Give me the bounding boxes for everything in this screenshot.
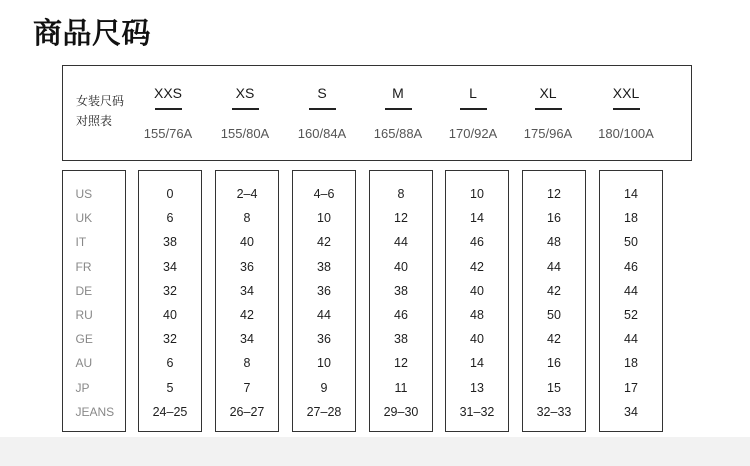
cell-jeans: 31–32 — [459, 404, 495, 419]
cell-jeans: 29–30 — [383, 404, 419, 419]
size-header-xl — [508, 84, 588, 142]
cell-jp: 13 — [470, 380, 484, 395]
cell-uk: 10 — [317, 211, 331, 226]
size-name: L — [469, 85, 477, 101]
cell-uk: 14 — [470, 211, 484, 226]
cell-de: 40 — [470, 283, 484, 298]
size-name: XXL — [612, 85, 640, 101]
cell-ge: 40 — [470, 332, 484, 347]
cell-it: 44 — [394, 235, 408, 250]
table-caption-line1: 女装尺码 — [76, 94, 125, 108]
cell-us: 10 — [470, 187, 484, 201]
cell-jeans: 26–27 — [229, 404, 265, 419]
region-label-ru: RU — [75, 307, 93, 322]
cell-jp: 17 — [624, 380, 638, 395]
size-column-xl — [522, 170, 586, 432]
cell-uk: 16 — [547, 211, 561, 226]
table-caption-line2: 对照表 — [76, 114, 113, 128]
cell-us: 8 — [397, 187, 405, 201]
cell-fr: 40 — [394, 259, 408, 274]
cell-jeans: 32–33 — [536, 404, 572, 419]
footer-band — [0, 437, 750, 466]
page-title: 商品尺码 — [33, 18, 152, 50]
cell-jeans: 24–25 — [152, 404, 188, 419]
size-underline — [232, 108, 259, 110]
cell-it: 40 — [240, 235, 254, 250]
cell-de: 36 — [317, 283, 331, 298]
size-header-xxs — [128, 84, 208, 142]
size-body-measure: 160/84A — [297, 125, 347, 141]
cell-it: 42 — [317, 235, 331, 250]
size-body-measure: 165/88A — [373, 125, 423, 141]
cell-au: 18 — [624, 356, 638, 371]
cell-fr: 44 — [547, 259, 561, 274]
cell-ge: 34 — [240, 332, 254, 347]
cell-ge: 44 — [624, 332, 638, 347]
cell-au: 8 — [243, 356, 251, 371]
cell-jp: 9 — [320, 380, 328, 395]
cell-ru: 52 — [624, 307, 638, 322]
cell-us: 4–6 — [313, 187, 335, 201]
size-name: M — [392, 85, 404, 101]
size-column-s — [292, 170, 356, 432]
cell-fr: 46 — [624, 259, 638, 274]
cell-jp: 15 — [547, 380, 561, 395]
region-label-jeans: JEANS — [75, 404, 115, 419]
cell-au: 16 — [547, 356, 561, 371]
size-underline — [309, 108, 336, 110]
region-label-it: IT — [75, 235, 87, 250]
cell-jp: 5 — [166, 380, 174, 395]
cell-ru: 42 — [240, 307, 254, 322]
cell-ru: 48 — [470, 307, 484, 322]
region-label-us: US — [75, 187, 93, 201]
cell-fr: 36 — [240, 259, 254, 274]
size-column-xs — [215, 170, 279, 432]
size-name: S — [317, 85, 327, 101]
cell-ge: 36 — [317, 332, 331, 347]
region-label-au: AU — [75, 356, 93, 371]
size-underline — [385, 108, 412, 110]
cell-uk: 8 — [243, 211, 251, 226]
size-body-measure: 155/80A — [220, 125, 270, 141]
cell-it: 48 — [547, 235, 561, 250]
size-body-measure: 175/96A — [523, 125, 573, 141]
cell-it: 46 — [470, 235, 484, 250]
size-underline — [460, 108, 487, 110]
size-underline — [155, 108, 182, 110]
size-column-xxs — [138, 170, 202, 432]
size-column-xxl — [599, 170, 663, 432]
cell-us: 2–4 — [236, 187, 258, 201]
size-body-measure: 170/92A — [448, 125, 498, 141]
size-underline — [613, 108, 640, 110]
cell-us: 0 — [166, 187, 174, 201]
cell-fr: 34 — [163, 259, 177, 274]
cell-ge: 38 — [394, 332, 408, 347]
cell-us: 14 — [624, 187, 638, 201]
cell-ru: 46 — [394, 307, 408, 322]
cell-uk: 18 — [624, 211, 638, 226]
cell-de: 32 — [163, 283, 177, 298]
region-label-ge: GE — [75, 332, 93, 347]
region-label-jp: JP — [75, 380, 90, 395]
cell-au: 6 — [166, 356, 174, 371]
cell-au: 12 — [394, 356, 408, 371]
size-header-s — [282, 84, 362, 142]
cell-ge: 32 — [163, 332, 177, 347]
cell-de: 34 — [240, 283, 254, 298]
region-label-box — [62, 170, 126, 432]
cell-de: 42 — [547, 283, 561, 298]
size-name: XL — [539, 85, 557, 101]
size-header-xxl — [586, 84, 666, 142]
region-label-de: DE — [75, 283, 93, 298]
cell-jeans: 34 — [624, 404, 638, 419]
cell-it: 50 — [624, 235, 638, 250]
size-name: XXS — [153, 85, 182, 101]
size-header-l — [433, 84, 513, 142]
cell-ru: 44 — [317, 307, 331, 322]
cell-uk: 12 — [394, 211, 408, 226]
cell-de: 44 — [624, 283, 638, 298]
size-underline — [535, 108, 562, 110]
size-column-m — [369, 170, 433, 432]
cell-au: 10 — [317, 356, 331, 371]
size-header-m — [358, 84, 438, 142]
cell-fr: 42 — [470, 259, 484, 274]
cell-ru: 40 — [163, 307, 177, 322]
cell-uk: 6 — [166, 211, 174, 226]
size-header-xs — [205, 84, 285, 142]
cell-au: 14 — [470, 356, 484, 371]
cell-jp: 11 — [394, 380, 408, 395]
cell-jp: 7 — [243, 380, 251, 395]
size-body-measure: 155/76A — [143, 125, 193, 141]
region-label-fr: FR — [75, 259, 92, 274]
size-name: XS — [235, 85, 255, 101]
size-body-measure: 180/100A — [598, 125, 654, 141]
cell-ru: 50 — [547, 307, 561, 322]
cell-fr: 38 — [317, 259, 331, 274]
cell-jeans: 27–28 — [306, 404, 342, 419]
table-caption — [76, 91, 124, 131]
region-label-uk: UK — [75, 211, 93, 226]
cell-de: 38 — [394, 283, 408, 298]
size-column-l — [445, 170, 509, 432]
cell-us: 12 — [547, 187, 561, 201]
cell-it: 38 — [163, 235, 177, 250]
cell-ge: 42 — [547, 332, 561, 347]
